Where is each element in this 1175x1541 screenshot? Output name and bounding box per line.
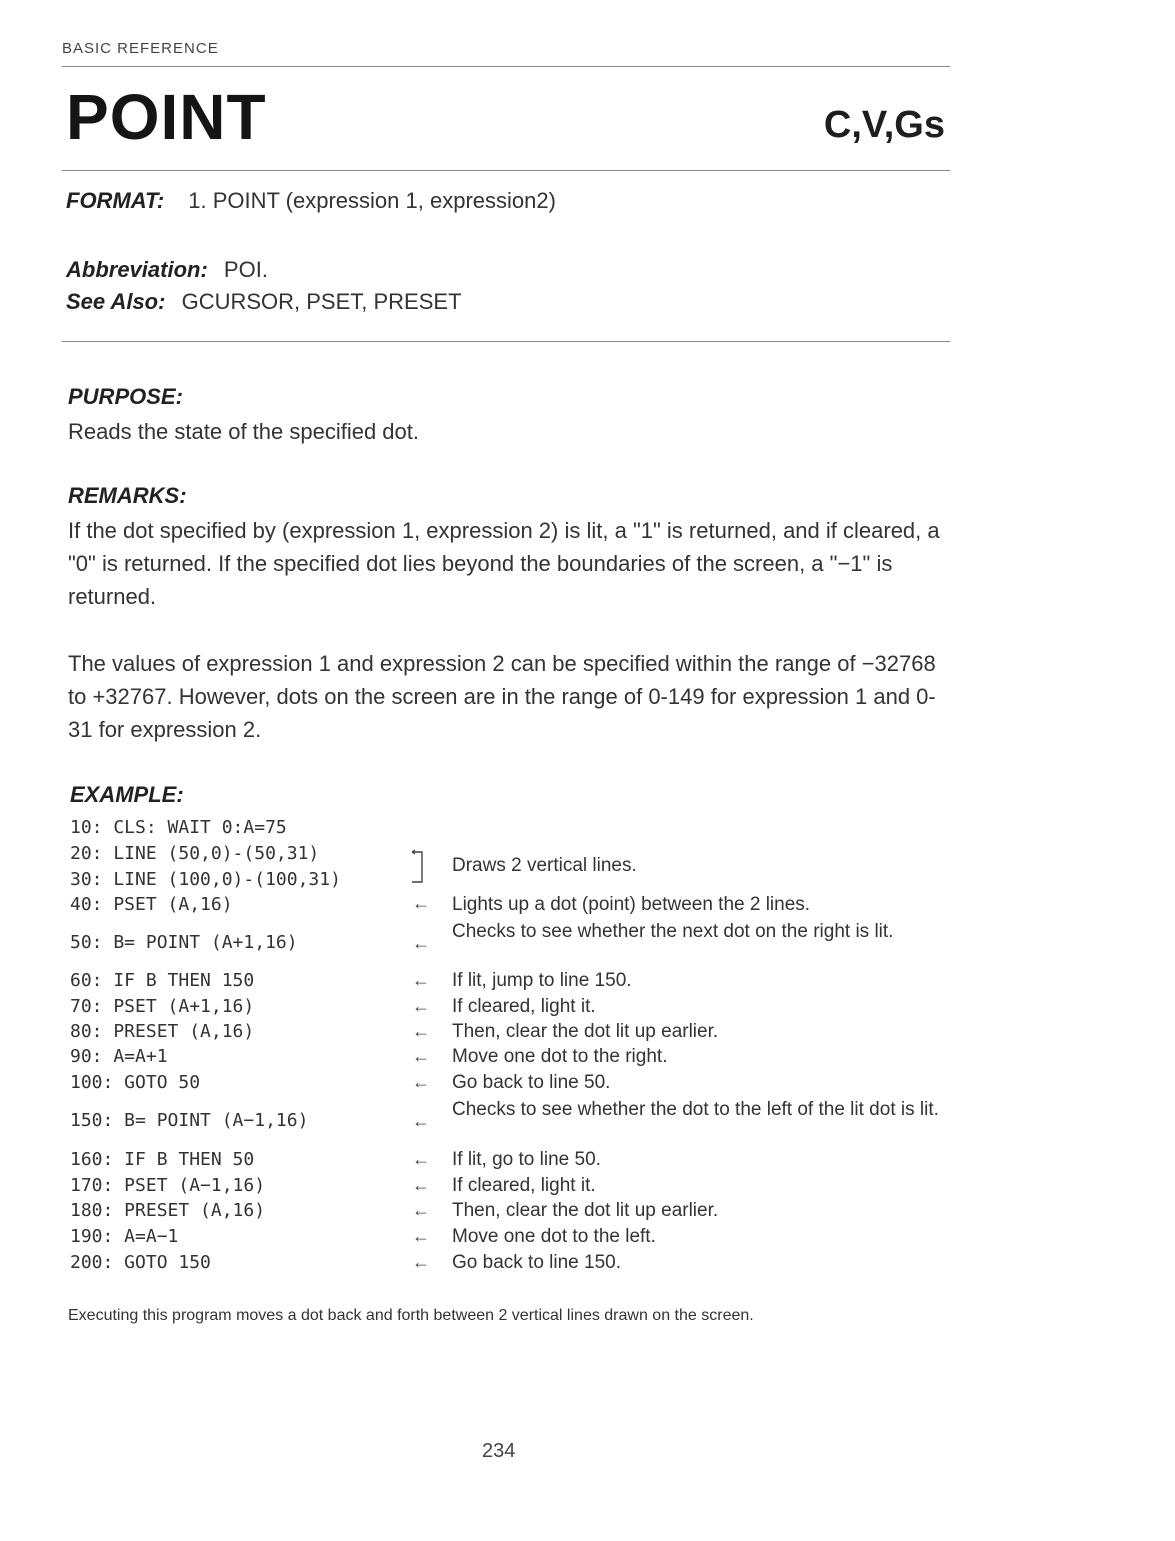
arrow-left-icon: ← — [412, 1149, 430, 1169]
see-also-value: GCURSOR, PSET, PRESET — [181, 289, 462, 314]
footnote: Executing this program moves a dot back and forth between 2 vertical lines drawn on the screen. — [68, 1307, 754, 1324]
arrow-left-icon: ← — [412, 1226, 430, 1246]
code-comment: Then, clear the dot lit up earlier. — [452, 1021, 719, 1042]
format-text: 1. POINT (expression 1, expression2) — [188, 188, 556, 213]
arrow-left-icon: ← — [412, 1046, 430, 1066]
example-heading: EXAMPLE: — [70, 782, 184, 807]
purpose-heading: PURPOSE: — [68, 384, 183, 409]
code-comment: Checks to see whether the dot to the left of the lit dot is lit. — [452, 1099, 939, 1120]
arrow-left-icon: ← — [412, 893, 430, 913]
abbreviation-line — [66, 257, 268, 283]
code-line: 60: IF B THEN 150 — [70, 970, 255, 991]
code-comment: Go back to line 50. — [452, 1072, 611, 1093]
code-line: 70: PSET (A+1,16) — [70, 996, 255, 1017]
code-comment: If lit, jump to line 150. — [452, 970, 632, 991]
page-number: 234 — [482, 1440, 516, 1462]
abbreviation-label: Abbreviation: — [66, 257, 208, 282]
remarks-paragraph-2: The values of expression 1 and expression 2 can be specified within the range of −32768 to +32767. However, dots on the screen are in the range of 0-149 for expression 1 and 0-31 for expression 2. — [68, 651, 936, 742]
section-rule — [62, 341, 950, 342]
modes-label: C,V,Gs — [823, 104, 945, 146]
code-comment: If cleared, light it. — [452, 996, 596, 1017]
running-header: BASIC REFERENCE — [62, 40, 219, 57]
remarks-heading: REMARKS: — [68, 483, 187, 508]
arrow-left-icon: ← — [412, 1021, 430, 1041]
arrow-left-icon: ← — [412, 1200, 430, 1220]
code-line: 160: IF B THEN 50 — [70, 1149, 255, 1170]
code-comment: Lights up a dot (point) between the 2 lines. — [452, 894, 811, 915]
arrow-left-icon: ← — [412, 933, 430, 953]
keyword-title: POINT — [66, 81, 267, 153]
code-line: 30: LINE (100,0)-(100,31) — [70, 869, 341, 890]
code-line: 150: B= POINT (A−1,16) — [70, 1110, 309, 1131]
code-line: 200: GOTO 150 — [70, 1252, 211, 1273]
code-comment: Then, clear the dot lit up earlier. — [452, 1200, 719, 1221]
remarks-paragraph-1: If the dot specified by (expression 1, expression 2) is lit, a "1" is returned, and if cleared, a "0" is returned. If the specified dot lies beyond the boundaries of the screen, a "−1" is returned. — [68, 518, 940, 609]
purpose-text: Reads the state of the specified dot. — [68, 419, 420, 444]
header-rule — [62, 66, 950, 67]
code-comment: If lit, go to line 50. — [452, 1149, 601, 1170]
code-line: 80: PRESET (A,16) — [70, 1021, 255, 1042]
code-comment: Draws 2 vertical lines. — [452, 855, 637, 876]
arrow-left-icon: ← — [412, 1175, 430, 1195]
see-also-label: See Also: — [66, 289, 166, 314]
code-line: 190: A=A−1 — [70, 1226, 179, 1247]
bracket-icon — [410, 848, 424, 886]
format-label: FORMAT: — [66, 188, 165, 213]
arrow-left-icon: ← — [412, 1111, 430, 1131]
arrow-left-icon: ← — [412, 970, 430, 990]
code-comment: Move one dot to the left. — [452, 1226, 656, 1247]
code-line: 50: B= POINT (A+1,16) — [70, 932, 298, 953]
abbreviation-value: POI. — [223, 257, 268, 282]
code-line: 20: LINE (50,0)-(50,31) — [70, 843, 320, 864]
code-line: 10: CLS: WAIT 0:A=75 — [70, 817, 287, 838]
arrow-left-icon: ← — [412, 996, 430, 1016]
code-comment: Move one dot to the right. — [452, 1046, 668, 1067]
code-comment: Go back to line 150. — [452, 1252, 621, 1273]
code-line: 170: PSET (A−1,16) — [70, 1175, 266, 1196]
code-line: 100: GOTO 50 — [70, 1072, 201, 1093]
code-comment: If cleared, light it. — [452, 1175, 596, 1196]
see-also-line — [66, 289, 462, 315]
arrow-left-icon: ← — [412, 1252, 430, 1272]
title-rule — [62, 170, 950, 171]
code-line: 40: PSET (A,16) — [70, 894, 233, 915]
code-comment: Checks to see whether the next dot on the right is lit. — [452, 921, 894, 942]
format-line — [66, 188, 556, 214]
arrow-left-icon: ← — [412, 1072, 430, 1092]
code-line: 90: A=A+1 — [70, 1046, 168, 1067]
code-line: 180: PRESET (A,16) — [70, 1200, 266, 1221]
